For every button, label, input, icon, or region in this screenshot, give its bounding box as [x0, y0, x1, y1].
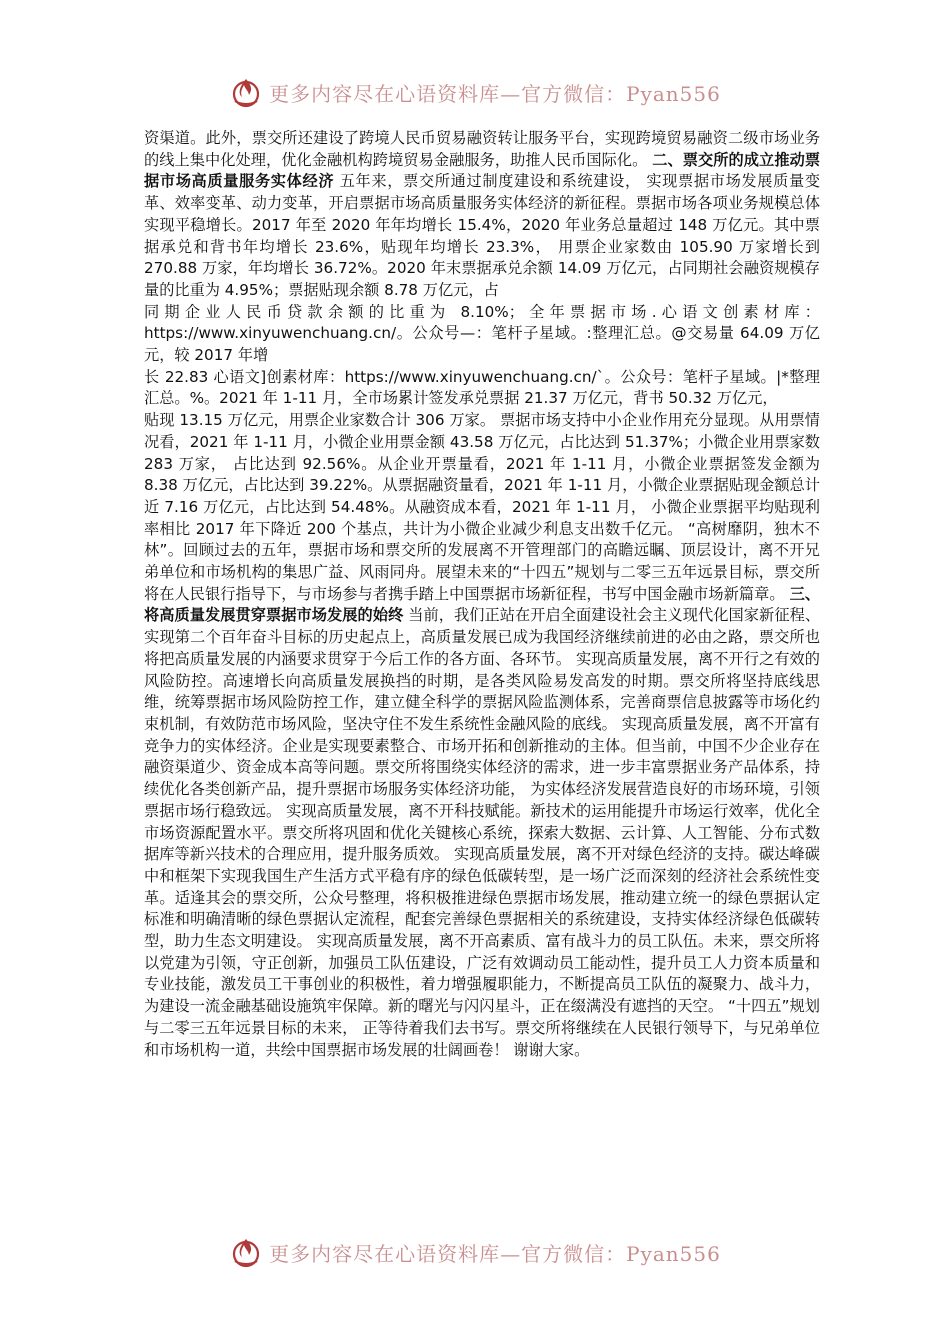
flame-logo-icon: [229, 75, 263, 109]
text-run: 贴现 13.15 万亿元，用票企业家数合计 306 万家。 票据市场支持中小企业作用充分显现。从用票情况看，2021 年 1-11 月，小微企业用票金额 43.58 万亿元，占比达到 51.37%；小微企业用票家数 283 万家， 占比达到 92.56%。从企业开票量看，2021 年 1-11 月，小微企业票据签发金额为 8.38 万亿元，占比达到 39.22%。从票据融资量看，2021 年 1-11 月，小微企业票据贴现金额总计近 7.16 万亿元，占比达到 54.48%。从融资成本看，2021 年 1-11 月， 小微企业票据平均贴现利率相比 2017 年下降近 200 个基点，共计为小微企业减少利息支出数千亿元。 “高树靡阴，独木不林”。回顾过去的五年，票据市场和票交所的发展离不开管理部门的高瞻远瞩、顶层设计，离不开兄弟单位和市场机构的集思广益、风雨同舟。展望未来的“十四五”规划与二零三五年远景目标，票交所将在人民银行指导下，与市场参与者携手踏上中国票据市场新征程，书写中国金融市场新篇章。: [144, 411, 820, 603]
banner-text: 更多内容尽在心语资料库—官方微信：Pyan556: [269, 81, 721, 106]
document-body: [144, 128, 820, 1061]
section-heading: 三、将高质量发展贯穿票据市场发展的始终: [144, 584, 821, 625]
banner-text: 更多内容尽在心语资料库—官方微信：Pyan556: [269, 1241, 721, 1266]
flame-logo-icon: [229, 1235, 263, 1269]
text-run: 同期企业人民币贷款余额的比重为 8.10%；全年票据市场.心语文创素材库：https://www.xinyuwenchuang.cn/。公众号—：笔杆子星域。:整理汇总。@交易量 64.09 万亿元，较 2017 年增: [144, 302, 820, 365]
paragraph: [144, 367, 820, 410]
paragraph: [144, 302, 820, 367]
paragraph: [144, 410, 820, 1061]
text-run: 当前，我们正站在开启全面建设社会主义现代化国家新征程、实现第二个百年奋斗目标的历史起点上，高质量发展已成为我国经济继续前进的必由之路，票交所也将把高质量发展的内涵要求贯穿于今后工作的各方面、各环节。 实现高质量发展，离不开行之有效的风险防控。高速增长向高质量发展换挡的时期，是各类风险易发高发的时期。票交所将坚持底线思维，统筹票据市场风险防控工作，建立健全科学的票据风险监测体系，完善商票信息披露等市场化约束机制，有效防范市场风险，坚决守住不发生系统性金融风险的底线。 实现高质量发展，离不开富有竞争力的实体经济。企业是实现要素整合、市场开拓和创新推动的主体。但当前，中国不少企业存在融资渠道少、资金成本高等问题。票交所将围绕实体经济的需求，进一步丰富票据业务产品体系，持续优化各类创新产品，提升票据市场服务实体经济功能， 为实体经济发展营造良好的市场环境，引领票据市场行稳致远。 实现高质量发展，离不开科技赋能。新技术的运用能提升市场运行效率，优化全市场资源配置水平。票交所将巩固和优化关键核心系统，探索大数据、云计算、人工智能、分布式数据库等新兴技术的合理应用，提升服务质效。 实现高质量发展，离不开对绿色经济的支持。碳达峰碳中和框架下实现我国生产生活方式平稳有序的绿色低碳转型，是一场广泛而深刻的经济社会系统性变革。适逢其会的票交所，公众号整理，将积极推进绿色票据市场发展，推动建立统一的绿色票据认定标准和明确清晰的绿色票据认定流程，配套完善绿色票据相关的系统建设，支持实体经济绿色低碳转型，助力生态文明建设。 实现高质量发展，离不开高素质、富有战斗力的员工队伍。未来，票交所将以党建为引领，守正创新，加强员工队伍建设，广泛有效调动员工能动性，提升员工人力资本质量和专业技能，激发员工干事创业的积极性，着力增强履职能力，不断提高员工队伍的凝聚力、战斗力，为建设一流金融基础设施筑牢保障。新的曙光与闪闪星斗，正在缀满没有遮挡的天空。 “十四五”规划与二零三五年远景目标的未来， 正等待着我们去书写。票交所将继续在人民银行领导下，与兄弟单位和市场机构一道，共绘中国票据市场发展的壮阔画卷！ 谢谢大家。: [144, 606, 821, 1059]
header-banner: [0, 72, 950, 112]
text-run: 五年来，票交所通过制度建设和系统建设， 实现票据市场发展质量变革、效率变革、动力变革，开启票据市场高质量服务实体经济的新征程。票据市场各项业务规模总体实现平稳增长。2017 年至 2020 年年均增长 15.4%，2020 年业务总量超过 148 万亿元。其中票据承兑和背书年均增长 23.6%，贴现年均增长 23.3%， 用票企业家数由 105.90 万家增长到 270.88 万家，年均增长 36.72%。2020 年末票据承兑余额 14.09 万亿元，占同期社会融资规模存量的比重为 4.95%；票据贴现余额 8.78 万亿元，占: [144, 172, 821, 299]
footer-banner: [0, 1232, 950, 1272]
section-heading: 二、票交所的成立推动票据市场高质量服务实体经济: [144, 150, 821, 191]
paragraph: [144, 128, 820, 302]
text-run: 长 22.83 心语文]创素材库：https://www.xinyuwenchuang.cn/`。公众号：笔杆子星域。|*整理汇总。%。2021 年 1-11 月，全市场累计签发承兑票据 21.37 万亿元，背书 50.32 万亿元，: [144, 367, 820, 408]
text-run: 资渠道。此外，票交所还建设了跨境人民币贸易融资转让服务平台，实现跨境贸易融资二级市场业务的线上集中化处理，优化金融机构跨境贸易金融服务，助推人民币国际化。: [144, 129, 820, 169]
